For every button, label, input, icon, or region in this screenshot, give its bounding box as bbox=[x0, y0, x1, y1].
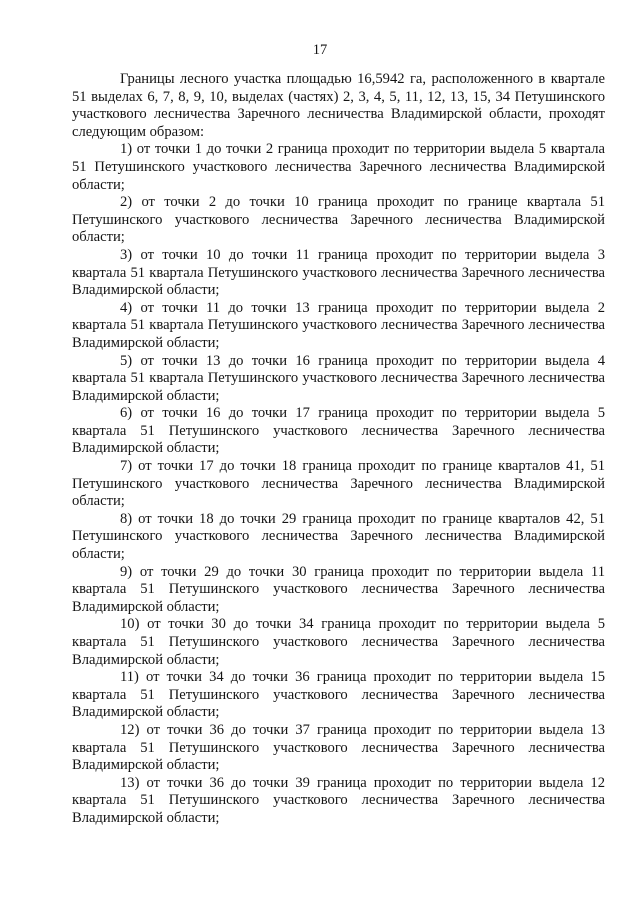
boundary-item-8: 8) от точки 18 до точки 29 граница проходит по границе кварталов 42, 51 Петушинского участкового лесничества Заречного лесничества Владимирской области; bbox=[72, 510, 605, 563]
boundary-item-10: 10) от точки 30 до точки 34 граница проходит по территории выдела 5 квартала 51 Петушинского участкового лесничества Заречного лесничества Владимирской области; bbox=[72, 616, 605, 668]
boundary-item-9: 9) от точки 29 до точки 30 граница проходит по территории выдела 11 квартала 51 Петушинского участкового лесничества Заречного лесничества Владимирской области; bbox=[72, 563, 605, 615]
boundary-item-6: 6) от точки 16 до точки 17 граница проходит по территории выдела 5 квартала 51 Петушинского участкового лесничества Заречного лесничества Владимирской области; bbox=[72, 405, 605, 457]
boundary-item-5: 5) от точки 13 до точки 16 граница проходит по территории выдела 4 квартала 51 квартала Петушинского участкового лесничества Заречного лесничества Владимирской области; bbox=[72, 352, 605, 404]
boundary-item-7: 7) от точки 17 до точки 18 граница проходит по границе кварталов 41, 51 Петушинского участкового лесничества Заречного лесничества Владимирской области; bbox=[72, 458, 605, 510]
boundary-item-1: 1) от точки 1 до точки 2 граница проходит по территории выдела 5 квартала 51 Петушинского участкового лесничества Заречного лесничества Владимирской области; bbox=[72, 141, 605, 193]
boundary-item-2: 2) от точки 2 до точки 10 граница проходит по границе квартала 51 Петушинского участкового лесничества Заречного лесничества Владимирской области; bbox=[72, 194, 605, 246]
boundary-item-3: 3) от точки 10 до точки 11 граница проходит по территории выдела 3 квартала 51 квартала Петушинского участкового лесничества Заречного лесничества Владимирской области; bbox=[72, 246, 605, 299]
boundary-item-4: 4) от точки 11 до точки 13 граница проходит по территории выдела 2 квартала 51 квартала Петушинского участкового лесничества Заречного лесничества Владимирской области; bbox=[72, 299, 605, 351]
document-body bbox=[72, 71, 605, 828]
boundary-item-12: 12) от точки 36 до точки 37 граница проходит по территории выдела 13 квартала 51 Петушинского участкового лесничества Заречного лесничества Владимирской области; bbox=[72, 721, 605, 774]
boundary-item-11: 11) от точки 34 до точки 36 граница проходит по территории выдела 15 квартала 51 Петушинского участкового лесничества Заречного лесничества Владимирской области; bbox=[72, 669, 605, 721]
intro-paragraph: Границы лесного участка площадью 16,5942 га, расположенного в квартале 51 выделах 6, 7, 8, 9, 10, выделах (частях) 2, 3, 4, 5, 11, 12, 13, 15, 34 Петушинского участкового лесничества Заречного лесничества Владимирской области, проходят следующим образом: bbox=[72, 71, 605, 140]
page-number: 17 bbox=[312, 42, 328, 58]
boundary-item-13: 13) от точки 36 до точки 39 граница проходит по территории выдела 12 квартала 51 Петушинского участкового лесничества Заречного лесничества Владимирской области; bbox=[72, 774, 605, 826]
